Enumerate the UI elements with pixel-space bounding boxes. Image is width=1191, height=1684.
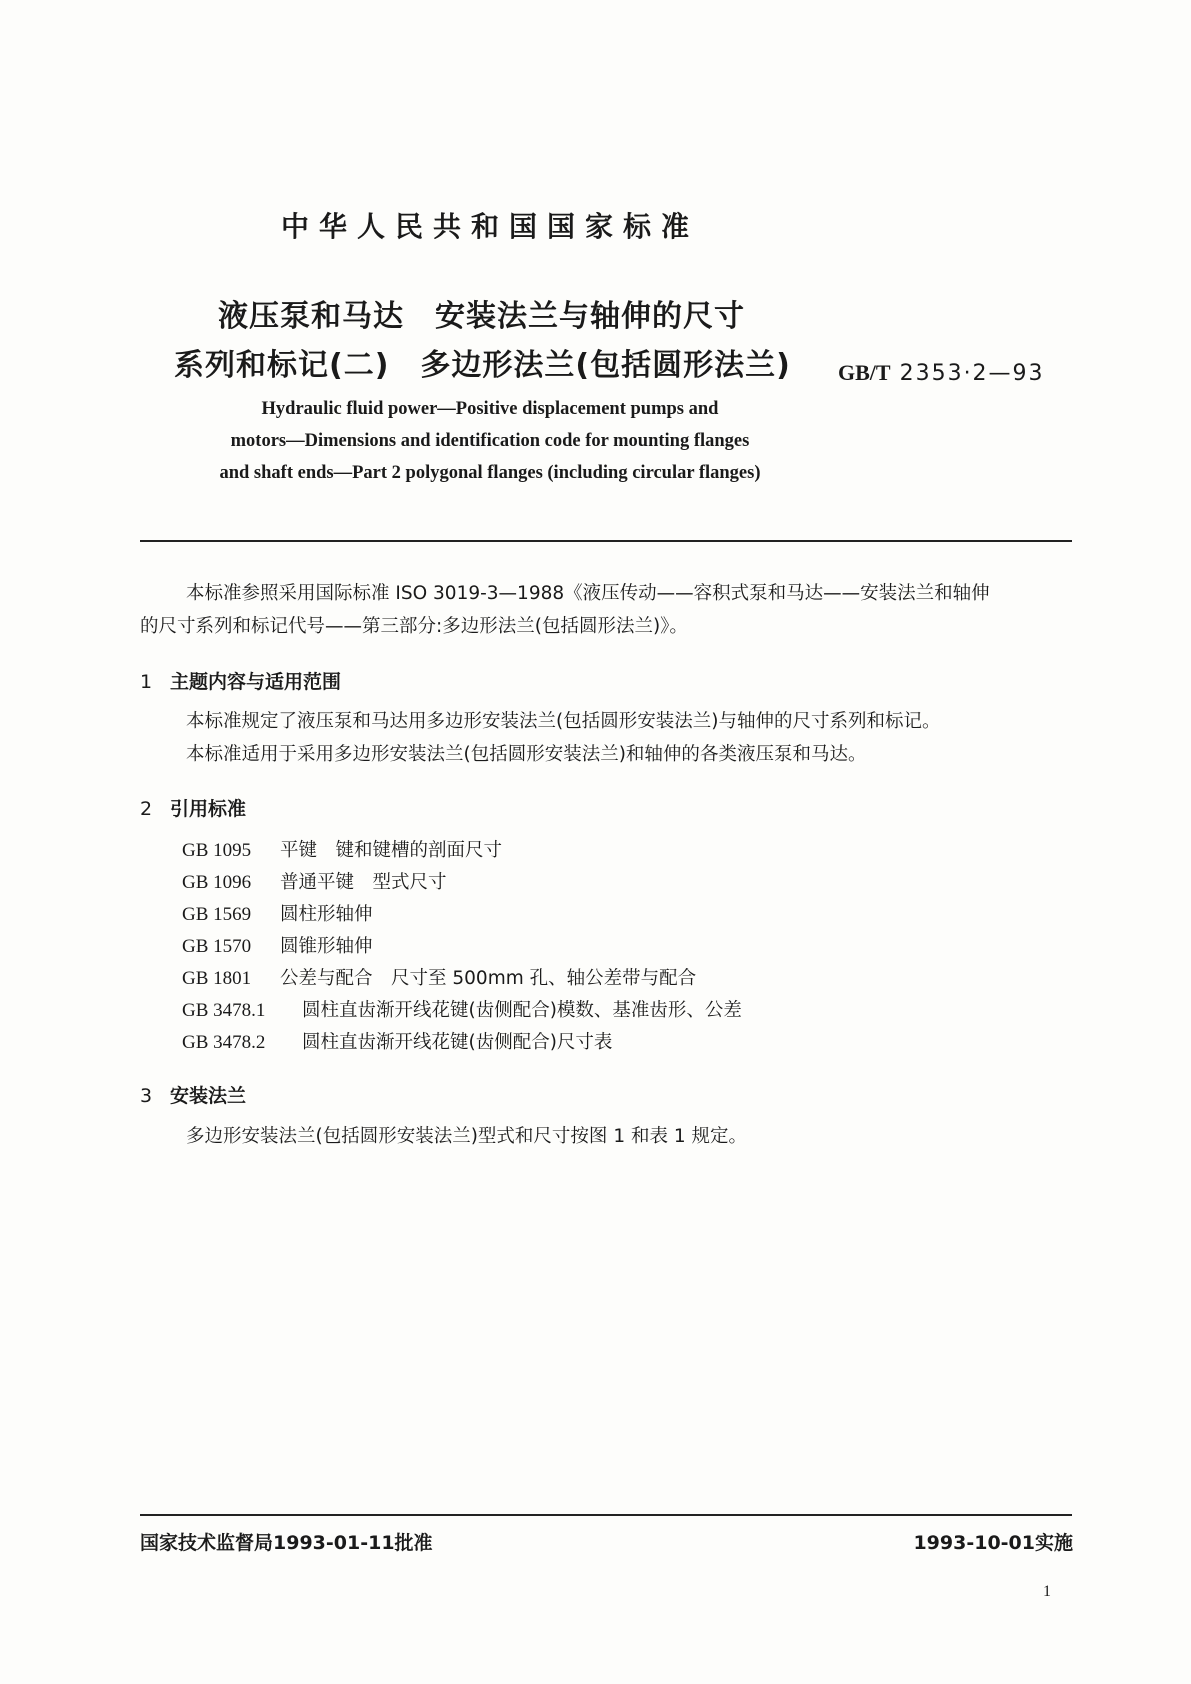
reference-item [182, 995, 742, 1027]
reference-code: GB 1570 [182, 936, 252, 957]
standard-code [838, 360, 1045, 386]
section-1-number: 1 [140, 671, 153, 693]
section-2-number: 2 [140, 798, 153, 820]
reference-item [182, 963, 742, 995]
reference-list [182, 835, 742, 1059]
section-3-body [186, 1120, 747, 1153]
section-3-para-1: 多边形安装法兰(包括圆形安装法兰)型式和尺寸按图 1 和表 1 规定。 [186, 1126, 748, 1147]
reference-item [182, 899, 742, 931]
standard-code-number: 2353·2—93 [899, 361, 1045, 386]
english-title-line-1: Hydraulic fluid power—Positive displacement pumps and [261, 399, 719, 419]
reference-code: GB 3478.1 [182, 1000, 266, 1021]
reference-item [182, 931, 742, 963]
reference-code: GB 3478.2 [182, 1032, 266, 1053]
reference-code: GB 1569 [182, 904, 252, 925]
reference-title: 普通平键 型式尺寸 [280, 872, 447, 893]
page-number: 1 [1043, 1583, 1051, 1600]
footer-divider [140, 1514, 1072, 1516]
section-3-title: 安装法兰 [170, 1085, 247, 1107]
section-1-para-1: 本标准规定了液压泵和马达用多边形安装法兰(包括圆形安装法兰)与轴伸的尺寸系列和标记。 [186, 711, 941, 732]
header-divider [140, 540, 1072, 542]
reference-code: GB 1095 [182, 840, 252, 861]
section-1-heading [140, 667, 341, 694]
reference-code: GB 1096 [182, 872, 252, 893]
english-title-line-3: and shaft ends—Part 2 polygonal flanges (including circular flanges) [219, 463, 761, 483]
approval-date: 国家技术监督局1993-01-11批准 [140, 1532, 433, 1554]
section-1-title: 主题内容与适用范围 [170, 671, 342, 693]
english-title-line-2: motors—Dimensions and identification code for mounting flanges [230, 431, 750, 451]
intro-paragraph [140, 577, 1076, 643]
section-3-number: 3 [140, 1085, 153, 1107]
implementation-date: 1993-10-01实施 [913, 1532, 1073, 1554]
section-2-title: 引用标准 [170, 798, 247, 820]
section-1-body [186, 705, 940, 771]
reference-item [182, 835, 742, 867]
reference-title: 公差与配合 尺寸至 500mm 孔、轴公差带与配合 [280, 968, 697, 989]
national-standard-label: 中华人民共和国国家标准 [280, 210, 699, 243]
reference-code: GB 1801 [182, 968, 252, 989]
standard-code-prefix: GB/T [838, 360, 891, 385]
section-2-heading [140, 794, 246, 821]
reference-item [182, 867, 742, 899]
reference-title: 平键 键和键槽的剖面尺寸 [280, 840, 503, 861]
intro-line-1: 本标准参照采用国际标准 ISO 3019-3—1988《液压传动——容积式泵和马达——安装法兰和轴伸 [186, 583, 990, 604]
title-line-2: 系列和标记(二) 多边形法兰(包括圆形法兰) [174, 348, 791, 383]
reference-title: 圆柱形轴伸 [280, 904, 373, 925]
title-line-1: 液压泵和马达 安装法兰与轴伸的尺寸 [218, 299, 745, 334]
section-3-heading [140, 1081, 246, 1108]
reference-title: 圆锥形轴伸 [280, 936, 373, 957]
section-1-para-2: 本标准适用于采用多边形安装法兰(包括圆形安装法兰)和轴伸的各类液压泵和马达。 [186, 744, 867, 765]
reference-title: 圆柱直齿渐开线花键(齿侧配合)尺寸表 [302, 1032, 613, 1053]
intro-line-2: 的尺寸系列和标记代号——第三部分:多边形法兰(包括圆形法兰)》。 [140, 616, 688, 637]
reference-title: 圆柱直齿渐开线花键(齿侧配合)模数、基准齿形、公差 [302, 1000, 742, 1021]
reference-item [182, 1027, 742, 1059]
